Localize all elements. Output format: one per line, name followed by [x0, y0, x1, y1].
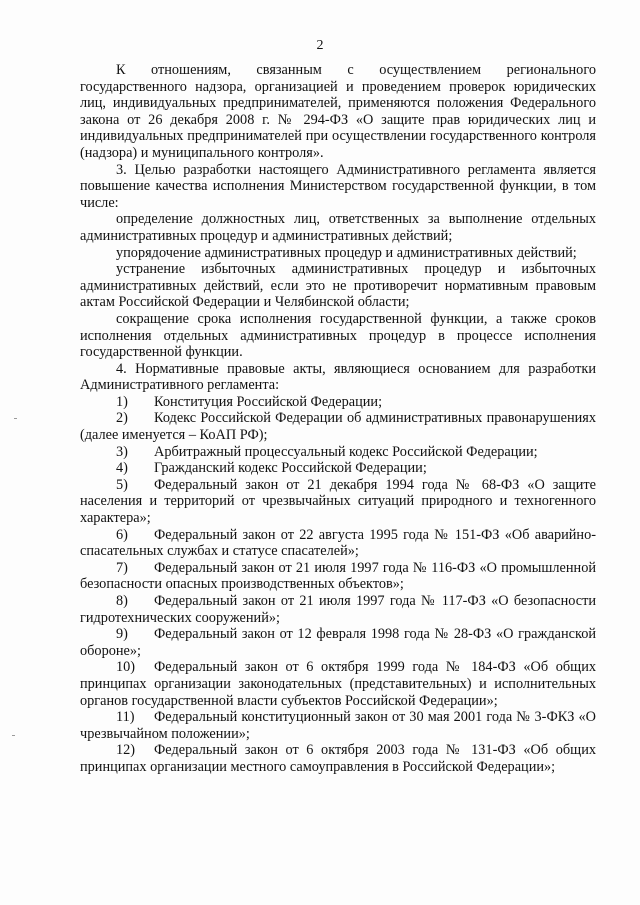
list-item-number: 1): [116, 393, 128, 410]
list-item-number: 11): [116, 709, 135, 726]
paragraph-regulation-purpose: 3. Целью разработки настоящего Административного регламента является повышение качества исполнения Министерством государственной функции, в том числе:: [80, 161, 596, 211]
list-item-text: Арбитражный процессуальный кодекс Российской Федерации;: [154, 443, 538, 460]
list-item-number: 8): [116, 593, 128, 609]
list-item-text: Кодекс Российской Федерации об административных правонарушениях (далее именуется – КоАП РФ);: [80, 410, 596, 444]
paragraph-define-officials: определение должностных лиц, ответственных за выполнение отдельных административных процедур и административных действий;: [80, 211, 596, 244]
list-item: [80, 593, 596, 626]
list-item: [80, 444, 596, 461]
paragraph-remove-redundant: устранение избыточных административных процедур и избыточных административных действий, если это не противоречит нормативным правовым актам Российской Федерации и Челябинской области;: [80, 261, 596, 311]
list-item-number: 4): [116, 460, 128, 477]
list-item-number: 5): [116, 476, 128, 493]
list-item: [80, 410, 596, 443]
list-item: [80, 560, 596, 593]
scan-speck: [12, 735, 15, 736]
paragraph-streamline-procedures: упорядочение административных процедур и административных действий;: [116, 244, 577, 261]
page-number: 2: [316, 38, 324, 53]
list-item-text: Федеральный конституционный закон от 30 мая 2001 года № 3-ФКЗ «О чрезвычайном положении»;: [80, 709, 596, 742]
list-item-number: 3): [116, 443, 128, 460]
scan-speck: [14, 418, 17, 419]
list-item-number: 7): [116, 559, 128, 576]
list-item-text: Федеральный закон от 21 июля 1997 года № 117-ФЗ «О безопасности гидротехнических сооружений»;: [80, 593, 596, 626]
list-item: [80, 626, 596, 659]
list-item-number: 12): [116, 742, 136, 759]
list-item: [80, 527, 596, 560]
list-item: [80, 659, 596, 709]
list-item-text: Федеральный закон от 6 октября 2003 года № 131-ФЗ «Об общих принципах организации местного самоуправления в Российской Федерации»;: [80, 742, 596, 775]
list-item: [80, 460, 596, 477]
list-item: [80, 477, 596, 527]
list-item: [80, 742, 596, 775]
document-body: [80, 62, 596, 776]
paragraph-supervision-relations: К отношениям, связанным с осуществлением регионального государственного надзора, организацией и проведением проверок юридических лиц, индивидуальных предпринимателей, применяются положения Федерального закона от 26 декабря 2008 г. № 294-ФЗ «О защите прав юридических лиц и индивидуальных предпринимателей при осуществлении государственного контроля (надзора) и муниципального контроля».: [80, 62, 596, 161]
list-item-text: Федеральный закон от 21 декабря 1994 года № 68-ФЗ «О защите населения и территорий от чрезвычайных ситуаций природного и техногенного характера»;: [80, 476, 596, 527]
paragraph-legal-acts-intro: 4. Нормативные правовые акты, являющиеся основанием для разработки Административного регламента:: [80, 360, 596, 394]
list-item-text: Федеральный закон от 12 февраля 1998 года № 28-ФЗ «О гражданской обороне»;: [80, 626, 596, 659]
list-item: [80, 394, 596, 411]
list-item-text: Гражданский кодекс Российской Федерации;: [154, 460, 427, 477]
list-item-text: Федеральный закон от 6 октября 1999 года № 184-ФЗ «Об общих принципах организации законодательных (представительных) и исполнительных органов государственной власти субъектов Российской Федерации»;: [80, 659, 596, 709]
list-item: [80, 709, 596, 742]
paragraph-reduce-terms: сокращение срока исполнения государственной функции, а также сроков исполнения отдельных административных процедур в процессе исполнения государственной функции.: [80, 310, 596, 361]
list-item-number: 2): [116, 410, 128, 427]
list-item-number: 9): [116, 626, 128, 643]
list-item-text: Конституция Российской Федерации;: [154, 393, 383, 410]
list-item-number: 6): [116, 526, 128, 543]
list-item-text: Федеральный закон от 21 июля 1997 года № 116-ФЗ «О промышленной безопасности опасных производственных объектов»;: [80, 559, 596, 593]
list-item-text: Федеральный закон от 22 августа 1995 года № 151-ФЗ «Об аварийно-спасательных службах и статусе спасателей»;: [80, 526, 596, 560]
list-item-number: 10): [116, 659, 136, 676]
